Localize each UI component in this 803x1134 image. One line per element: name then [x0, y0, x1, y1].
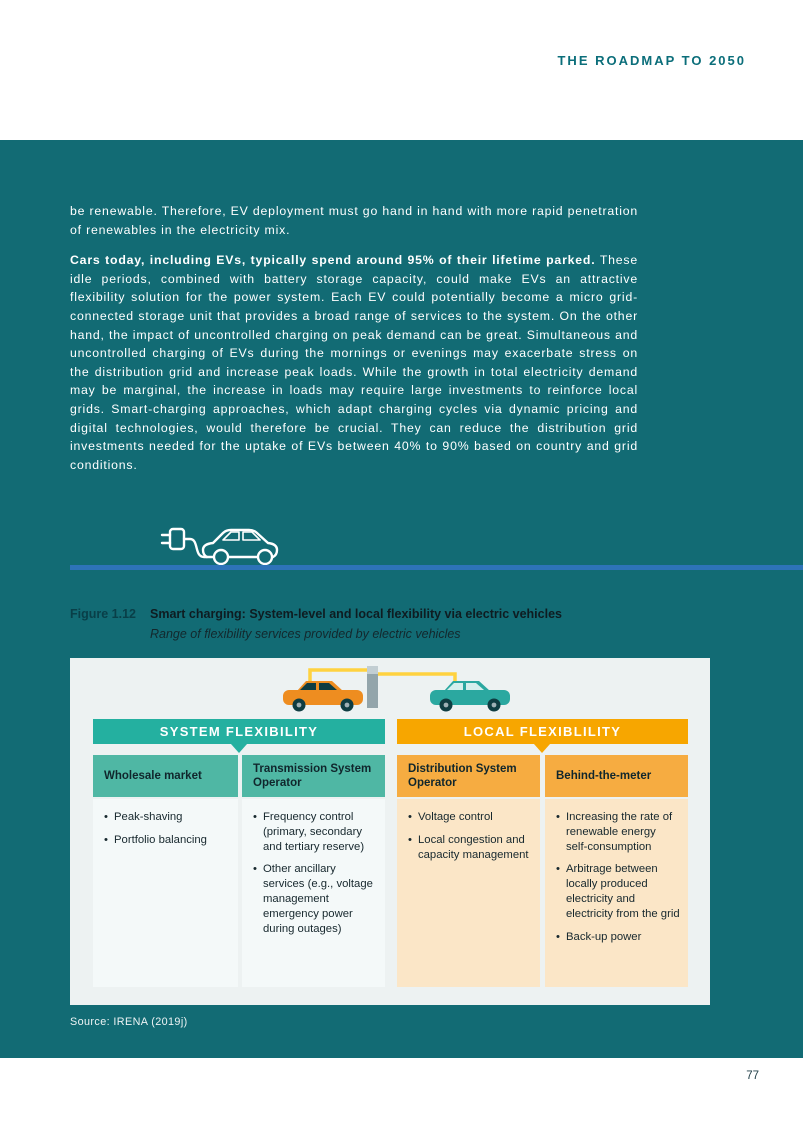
figure-panel [70, 658, 710, 1005]
orange-car-icon [283, 681, 363, 712]
arrow-down-marker [231, 744, 247, 753]
bullet-list [408, 810, 532, 862]
running-header: THE ROADMAP TO 2050 [557, 53, 746, 68]
column-body-behind-the-meter [545, 799, 688, 987]
cars-illustration [255, 658, 545, 718]
bullet-item: • Portfolio balancing [104, 833, 230, 848]
bullet-item: • Back-up power [556, 930, 680, 945]
bullet-list [104, 810, 230, 848]
bullet-item: • Local congestion and capacity management [408, 833, 532, 863]
figure-source: Source: IRENA (2019j) [70, 1016, 188, 1028]
column-body-distribution-system-operator [397, 799, 540, 987]
column-body-transmission-system-operator [242, 799, 385, 987]
paragraph [70, 251, 638, 474]
teal-car-icon [430, 681, 510, 712]
bullet-item: • Increasing the rate of renewable energy self-consumption [556, 810, 680, 854]
column-body-wholesale-market [93, 799, 238, 987]
figure-caption-text [150, 607, 562, 641]
bullet-list [556, 810, 680, 944]
bullet-item: • Peak-shaving [104, 810, 230, 825]
column-header-wholesale-market: Wholesale market [93, 755, 238, 797]
paragraph-text: These idle periods, combined with battery storage capacity, could make EVs an attractive flexibility solution for the power system. Each EV could potentially become a micro grid-connected storage unit that provides a broad range of services to the system. On the other hand, the impact of uncontrolled charging on peak demand can be great. Simultaneous and uncontrolled charging of EVs during the mornings or evenings may exacerbate stress on the distribution grid and increase peak loads. While the growth in total electricity demand may be marginal, the increase in loads may require large investments to reinforce local grids. Smart-charging approaches, which adapt charging cycles via dynamic pricing and digital technologies, would therefore be crucial. They can reduce the distribution grid investments needed for the uptake of EVs between 40% to 90% based on country and grid conditions. [70, 253, 639, 472]
figure-subtitle: Range of flexibility services provided by electric vehicles [150, 627, 461, 641]
system-flexibility-header: SYSTEM FLEXIBILITY [93, 719, 385, 744]
body-text-block [70, 202, 638, 474]
paragraph-text: be renewable. Therefore, EV deployment must go hand in hand with more rapid penetration of renewables in the electricity mix. [70, 204, 638, 237]
figure-title: Smart charging: System-level and local flexibility via electric vehicles [150, 607, 562, 621]
divider-line [70, 565, 803, 570]
bullet-list [253, 810, 377, 936]
column-header-distribution-system-operator: Distribution System Operator [397, 755, 540, 797]
bullet-item: • Arbitrage between locally produced electricity and electricity from the grid [556, 862, 680, 921]
lead-sentence: Cars today, including EVs, typically spend around 95% of their lifetime parked. [70, 253, 596, 268]
figure-caption [70, 607, 690, 641]
local-flexibility-header: LOCAL FLEXIBLILITY [397, 719, 688, 744]
ev-charging-icon [148, 510, 293, 568]
arrow-down-marker [534, 744, 550, 753]
column-header-transmission-system-operator: Transmission System Operator [242, 755, 385, 797]
bullet-item: • Other ancillary services (e.g., voltage management emergency power during outages) [253, 862, 377, 936]
paragraph [70, 202, 638, 239]
page-number: 77 [746, 1070, 759, 1082]
bullet-item: • Voltage control [408, 810, 532, 825]
column-header-behind-the-meter: Behind-the-meter [545, 755, 688, 797]
figure-label: Figure 1.12 [70, 607, 136, 621]
bullet-item: • Frequency control (primary, secondary and tertiary reserve) [253, 810, 377, 854]
